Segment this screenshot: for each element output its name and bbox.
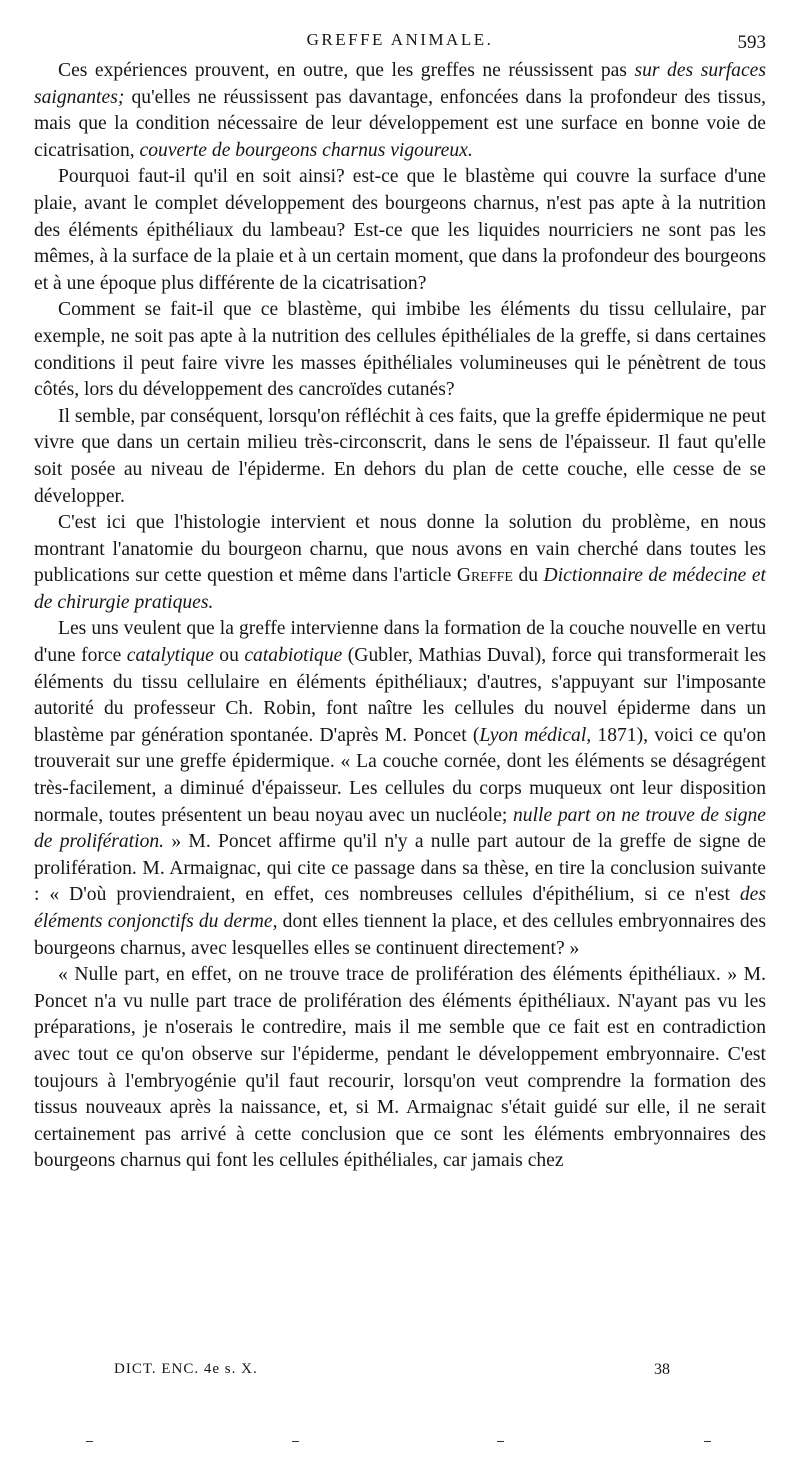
text-run: du [512,565,544,587]
text-run: Ces expériences prouvent, en outre, que les greffes ne réussissent pas [58,60,635,81]
text-run: ou [213,645,245,667]
page-footer [34,1361,766,1387]
text-run: Pourquoi faut-il qu'il en soit ainsi? est-ce que le blastème qui couvre la surface d'une plaie, avant le complet développement des bourgeons charnus, n'est pas apte à la nutrition des éléments épithéliaux du lambeau? Est-ce que les liquides nourriciers ne sont pas les mêmes, à la surface de la plaie et à un certain moment, que dans la profondeur des bourgeons et à une époque plus différente de la cicatrisation? [34,166,766,294]
text-run: » M. Poncet affirme qu'il n'y a nulle part autour de la greffe de signe de prolifération. M. Armaignac, qui cite ce passage dans sa thèse, en tire la conclusion suivante : « D'où proviendraient, en effet, ces nombreuses cellules d'épithélium, si ce n'est [34,831,766,906]
italic-text: nulle part on ne trouve de signe de prolifération. [34,804,766,853]
page-number: 593 [737,32,766,53]
paragraph [34,164,766,297]
paragraph [34,58,766,164]
text-run: dont elles tiennent la place, et des cellules embryonnaires des bourgeons charnus, avec lesquelles elles se continuent directement? » [34,911,766,959]
paragraph [34,962,766,1175]
page-header [34,30,766,56]
small-caps-text: Greffe [456,565,513,587]
body-text [34,58,766,1175]
italic-text: Lyon médical, [479,724,592,746]
scan-mark [497,1441,504,1442]
italic-text: catalytique [126,645,214,667]
text-run: Les uns veulent que la greffe intervienne dans la formation de la couche nouvelle en vertu d'une force [34,618,766,667]
italic-text: des éléments conjonctifs du derme, [34,884,766,932]
text-run: qu'elles ne réussissent pas davantage, enfoncées dans la profondeur des tissus, mais que la condition nécessaire de leur développement est une surface en bonne voie de cicatrisation, [34,86,766,161]
text-run: Il semble, par conséquent, lorsqu'on réfléchit à ces faits, que la greffe épidermique ne peut vivre que dans un certain milieu très-circonscrit, dans le sens de l'épaisseur. Il faut qu'elle soit posée au niveau de l'épiderme. En dehors du plan de cette couche, elle cesse de se développer. [34,405,766,507]
text-run: Comment se fait-il que ce blastème, qui imbibe les éléments du tissu cellulaire, par exemple, ne soit pas apte à la nutrition des cellules épithéliales de la greffe, si dans certaines conditions il peut faire vivre les masses épithéliales volumineuses qui le pénètrent de tous côtés, lors du développement des cancroïdes cutanés? [34,299,766,401]
scan-mark [292,1441,299,1442]
italic-text: couverte de bourgeons charnus vigoureux. [139,139,473,161]
paragraph [34,404,766,510]
printer-signature: DICT. ENC. 4e s. X. [114,1361,258,1377]
text-run: « Nulle part, en effet, on ne trouve trace de prolifération des éléments épithéliaux. » M. Poncet n'a vu nulle part trace de prolifération des éléments épithéliaux. N'ayant pas vu les préparations, je n'oserais le contredire, mais il me semble que ce fait est en contradiction avec tout ce qu'on observe sur l'épiderme, pendant le développement embryonnaire. C'est toujours à l'embryogénie qu'il faut recourir, lorsqu'on veut comprendre la formation des tissus nouveaux après la naissance, et, si M. Armaignac s'était guidé sur elle, il ne serait certainement pas arrivé à cette conclusion que ce sont les éléments embryonnaires des bourgeons charnus qui font les cellules épithéliales, car jamais chez [34,964,766,1172]
text-run: C'est ici que l'histologie intervient et nous donne la solution du problème, en nous montrant l'anatomie du bourgeon charnu, que nous avons en vain cherché dans toutes les publications sur cette question et même dans l'article [34,512,766,587]
italic-text: sur des surfaces saignantes; [34,60,766,108]
italic-text: catabiotique [244,645,343,667]
italic-text: Dictionnaire de médecine et de chirurgie pratiques. [34,565,767,613]
paragraph [34,297,766,403]
scan-mark [86,1441,93,1442]
paragraph [34,616,766,962]
running-title: GREFFE ANIMALE. [306,30,494,49]
paragraph [34,510,766,616]
sheet-number: 38 [654,1361,670,1378]
text-run: (Gubler, Mathias Duval), force qui transformerait les éléments du tissu cellulaire en éléments épithéliaux; d'autres, s'appuyant sur l'imposante autorité du professeur Ch. Robin, font naître les cellules du nouvel épiderme dans un blastème par génération spontanée. D'après M. Poncet ( [34,645,767,746]
text-run: 1871), voici ce qu'on trouverait sur une greffe épidermique. « La couche cornée, dont les éléments se désagrégent très-facilement, a diminué d'épaisseur. Les cellules du corps muqueux ont leur disposition normale, toutes présentent un beau noyau avec un nucléole; [34,724,766,826]
scan-mark [704,1441,711,1442]
